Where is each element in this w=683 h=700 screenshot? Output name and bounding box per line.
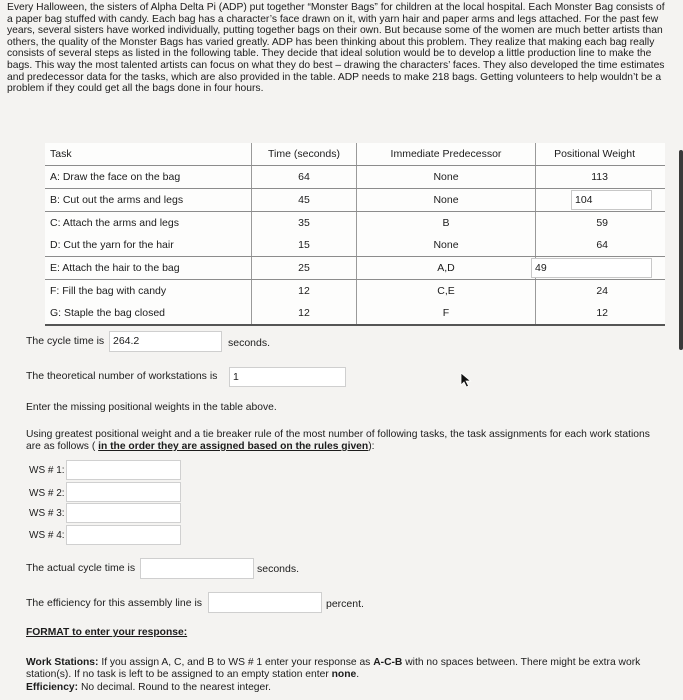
- ws-format-text-3: .: [356, 669, 360, 680]
- time-cell: 15: [252, 234, 357, 257]
- table-row: [45, 189, 665, 212]
- task-cell: D: Cut the yarn for the hair: [45, 234, 252, 257]
- task-cell: B: Cut out the arms and legs: [45, 189, 252, 212]
- predecessor-cell: B: [357, 212, 536, 235]
- problem-statement: Every Halloween, the sisters of Alpha Delta Pi (ADP) put together “Monster Bags” for children at the local hospital. Each Monster Bag consists of a paper bag stuffed with candy. Each bag has a character’s face drawn on it, with yarn hair and paper arms and legs attached. For the past few years, several sisters have worked individually, putting together bags on their own. But because some of the women are much better artists than others, the quality of the Monster Bags has varied greatly. ADP has been thinking about this problem. They realize that making each bag really consists of several steps as listed in the following table. They decide that ideal solution would be to develop a little production line to make the bags. This way the most talented artists can focus on what they do best – drawing the characters’ faces. They also developed the time estimates and predecessor data for the tasks, which are also provided in the table. ADP needs to make 218 bags. Getting volunteers to help wouldn’t be a problem if they could get all the bags done in four hours.: [7, 2, 665, 95]
- predecessor-cell: A,D: [357, 257, 536, 280]
- efficiency-unit: percent.: [326, 598, 364, 610]
- ws-format-example: A-C-B: [373, 657, 403, 668]
- table-row: [45, 166, 665, 189]
- table-header-row: [45, 143, 665, 166]
- time-cell: 45: [252, 189, 357, 212]
- cycle-time-label: The cycle time is: [26, 335, 105, 347]
- predecessor-cell: None: [357, 234, 536, 257]
- theoretical-label: The theoretical number of workstations is: [26, 370, 218, 382]
- ws-4-label: WS # 4:: [29, 530, 65, 541]
- weight-value: 64: [596, 239, 608, 251]
- table-row: [45, 234, 665, 257]
- header-predecessor: Immediate Predecessor: [357, 143, 536, 166]
- assign-text-bold: in the order they are assigned based on the rules given: [98, 441, 369, 452]
- weight-cell: [536, 257, 666, 280]
- table-row: [45, 212, 665, 235]
- ws-4-input[interactable]: [66, 525, 181, 545]
- weight-value: 113: [591, 171, 608, 183]
- weight-cell: [536, 189, 666, 212]
- ws-3-label: WS # 3:: [29, 508, 65, 519]
- assignment-instructions: [26, 429, 658, 453]
- weight-value: 59: [596, 217, 608, 229]
- ws-format-text-2: with no spaces between. There might be extra work station(s). If no task is left to be assigned to an empty station enter: [26, 657, 641, 680]
- weight-cell: [536, 212, 666, 235]
- eff-format-text: No decimal. Round to the nearest integer.: [78, 682, 271, 693]
- weight-cell: [536, 302, 666, 325]
- task-cell: G: Staple the bag closed: [45, 302, 252, 325]
- predecessor-cell: F: [357, 302, 536, 325]
- weight-cell: [536, 234, 666, 257]
- weight-value: 24: [596, 285, 608, 297]
- header-weight: Positional Weight: [536, 143, 666, 166]
- time-cell: 35: [252, 212, 357, 235]
- time-cell: 64: [252, 166, 357, 189]
- assign-text-2: ):: [368, 441, 375, 452]
- scrollbar[interactable]: [679, 150, 683, 350]
- format-workstations: [26, 657, 664, 681]
- actual-cycle-input[interactable]: [140, 558, 254, 579]
- weight-cell: [536, 280, 666, 303]
- format-heading: [26, 627, 187, 639]
- ws-3-input[interactable]: [66, 503, 181, 523]
- ws-1-label: WS # 1:: [29, 465, 65, 476]
- efficiency-input[interactable]: [208, 592, 322, 613]
- time-cell: 12: [252, 280, 357, 303]
- actual-cycle-unit: seconds.: [257, 563, 300, 575]
- format-efficiency: [26, 682, 271, 694]
- task-cell: F: Fill the bag with candy: [45, 280, 252, 303]
- ws-2-input[interactable]: [66, 482, 181, 502]
- ws-format-none: none: [331, 669, 357, 680]
- header-task: Task: [45, 143, 252, 166]
- ws-format-label: Work Stations:: [26, 657, 99, 668]
- weight-value: 12: [596, 307, 608, 319]
- ws-2-label: WS # 2:: [29, 488, 65, 499]
- predecessor-cell: C,E: [357, 280, 536, 303]
- task-cell: C: Attach the arms and legs: [45, 212, 252, 235]
- ws-format-text-1: If you assign A, C, and B to WS # 1 enter your response as: [98, 657, 374, 668]
- ws-1-input[interactable]: [66, 460, 181, 480]
- actual-cycle-label: The actual cycle time is: [26, 562, 136, 574]
- format-heading-text: FORMAT to enter your response:: [26, 627, 188, 638]
- task-cell: E: Attach the hair to the bag: [45, 257, 252, 280]
- theoretical-input[interactable]: 1: [229, 367, 346, 387]
- table-row: [45, 280, 665, 303]
- weight-input-b[interactable]: 104: [571, 190, 652, 210]
- time-cell: 25: [252, 257, 357, 280]
- header-time: Time (seconds): [252, 143, 357, 166]
- time-cell: 12: [252, 302, 357, 325]
- task-cell: A: Draw the face on the bag: [45, 166, 252, 189]
- weight-cell: [536, 166, 666, 189]
- efficiency-label: The efficiency for this assembly line is: [26, 597, 203, 609]
- predecessor-cell: None: [357, 166, 536, 189]
- table-row: [45, 257, 665, 280]
- eff-format-label: Efficiency:: [26, 682, 79, 693]
- cycle-time-unit: seconds.: [228, 337, 271, 349]
- missing-weights-note: Enter the missing positional weights in the table above.: [26, 402, 277, 413]
- assign-text-1: Using greatest positional weight and a tie breaker rule of the most number of following tasks, the task assignments for each work stations are as follows (: [26, 429, 650, 452]
- predecessor-cell: None: [357, 189, 536, 212]
- task-table: [45, 143, 665, 326]
- table-row: [45, 302, 665, 325]
- weight-input-e[interactable]: 49: [531, 258, 652, 278]
- cycle-time-input[interactable]: 264.2: [109, 331, 222, 352]
